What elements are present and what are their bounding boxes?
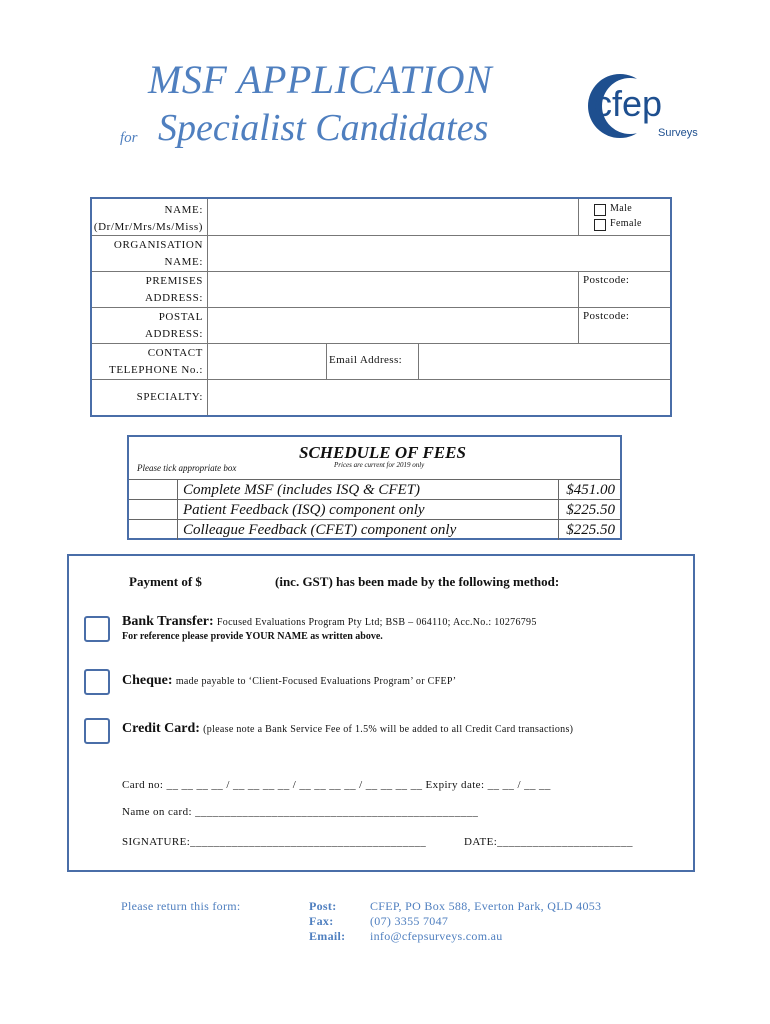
credit-card-checkbox[interactable] [84, 718, 110, 744]
male-checkbox[interactable] [594, 204, 606, 216]
fees-note: Please tick appropriate box [137, 463, 237, 473]
fee-price: $225.50 [558, 520, 620, 540]
schedule-of-fees [127, 435, 622, 540]
return-form-label: Please return this form: [121, 899, 241, 913]
specialty-row [92, 379, 670, 415]
fee-row [129, 499, 620, 520]
bank-transfer-checkbox[interactable] [84, 616, 110, 642]
email-field[interactable] [422, 345, 670, 377]
premises-address-field[interactable] [210, 273, 576, 305]
premises-postcode-label: Postcode: [583, 274, 630, 286]
card-number-field[interactable]: Card no: __ __ __ __ / __ __ __ __ / __ __ __ __ / __ __ __ __ Expiry date: __ __ / __ __ [122, 779, 551, 791]
cheque-checkbox[interactable] [84, 669, 110, 695]
name-on-card-field[interactable]: Name on card: ________________________________________________ [122, 806, 479, 818]
specialty-label: SPECIALTY: [92, 379, 208, 415]
fee-description: Patient Feedback (ISQ) component only [183, 502, 425, 518]
fee-tick-box[interactable] [129, 500, 178, 520]
fax-number: (07) 3355 7047 [370, 914, 449, 928]
bank-reference-note: For reference please provide YOUR NAME as written above. [122, 631, 383, 642]
applicant-details-table [90, 197, 672, 417]
fee-price: $451.00 [558, 480, 620, 500]
specialty-field[interactable] [210, 381, 670, 413]
post-label: Post: [309, 899, 337, 913]
premises-row [92, 271, 670, 308]
postal-address-field[interactable] [210, 309, 576, 341]
bank-transfer-details: Focused Evaluations Program Pty Ltd; BSB – 064110; Acc.No.: 10276795 [216, 617, 537, 628]
payment-amount-label: Payment of $ [129, 574, 202, 589]
female-checkbox[interactable] [594, 219, 606, 231]
female-label: Female [610, 218, 642, 229]
male-label: Male [610, 203, 633, 214]
logo-subtext: Surveys [658, 127, 698, 139]
credit-card-label: Credit Card: [122, 721, 200, 736]
email-label: Email Address: [329, 354, 403, 366]
fees-title: SCHEDULE OF FEES [299, 443, 466, 462]
bank-transfer-line [122, 613, 537, 630]
fee-description: Complete MSF (includes ISQ & CFET) [183, 482, 421, 498]
payment-section [67, 554, 695, 872]
title-for: for [120, 130, 138, 146]
organisation-label: ORGANISATION NAME: [92, 235, 208, 271]
date-field[interactable]: DATE:_______________________ [464, 836, 633, 848]
contact-row [92, 343, 670, 380]
fee-description: Colleague Feedback (CFET) component only [183, 522, 457, 538]
fee-tick-box[interactable] [129, 480, 178, 500]
fax-label: Fax: [309, 914, 334, 928]
form-title: MSF APPLICATION [148, 57, 493, 102]
postal-postcode-label: Postcode: [583, 310, 630, 322]
credit-card-fee-note: (please note a Bank Service Fee of 1.5% will be added to all Credit Card transactions) [203, 724, 574, 735]
bank-transfer-label: Bank Transfer: [122, 614, 214, 629]
cfep-logo [586, 64, 718, 148]
name-field[interactable] [210, 201, 576, 233]
name-label: NAME: (Dr/Mr/Mrs/Ms/Miss) [92, 199, 208, 235]
fee-row [129, 519, 620, 540]
fee-price: $225.50 [558, 500, 620, 520]
signature-field[interactable]: SIGNATURE:________________________________________ [122, 836, 427, 848]
fee-tick-box[interactable] [129, 520, 178, 540]
email-contact-label: Email: [309, 929, 346, 943]
cheque-label: Cheque: [122, 673, 173, 688]
payment-method-heading: (inc. GST) has been made by the following method: [275, 574, 560, 589]
cheque-details: made payable to ‘Client-Focused Evaluations Program’ or CFEP’ [175, 676, 457, 687]
fee-row [129, 479, 620, 500]
logo-text: cfep [594, 83, 663, 124]
organisation-field[interactable] [210, 237, 670, 269]
postal-row [92, 307, 670, 344]
form-subtitle: Specialist Candidates [158, 107, 489, 149]
postal-label: POSTAL ADDRESS: [92, 307, 208, 343]
credit-card-line [122, 720, 573, 737]
premises-label: PREMISES ADDRESS: [92, 271, 208, 307]
cheque-line [122, 672, 456, 689]
fees-subnote: Prices are current for 2019 only [334, 461, 425, 469]
post-address: CFEP, PO Box 588, Everton Park, QLD 4053 [370, 899, 602, 913]
telephone-label: CONTACT TELEPHONE No.: [92, 343, 208, 379]
email-contact-address[interactable]: info@cfepsurveys.com.au [370, 929, 503, 943]
name-row [92, 199, 670, 236]
organisation-row [92, 235, 670, 272]
telephone-field[interactable] [210, 345, 324, 377]
